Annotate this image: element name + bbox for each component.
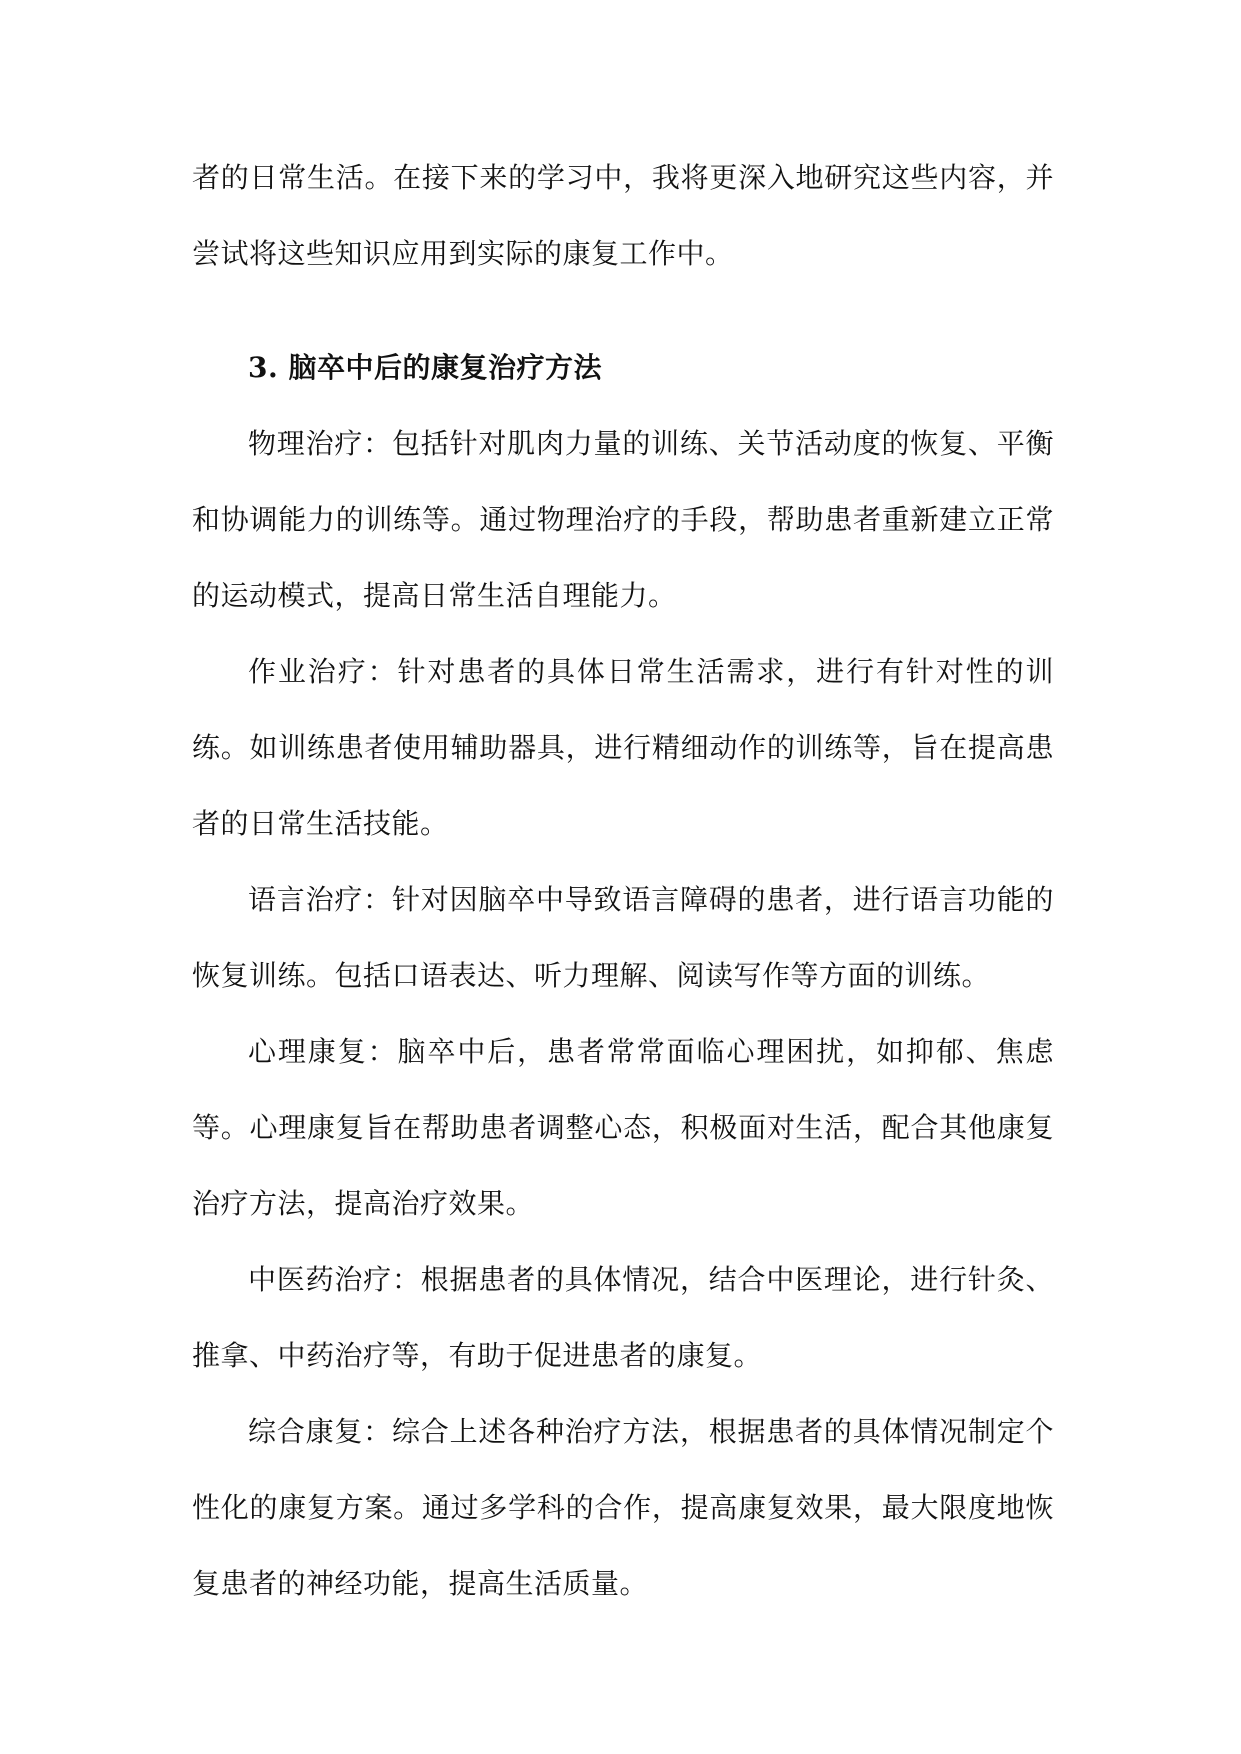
- paragraph-occupational-therapy: 作业治疗：针对患者的具体日常生活需求，进行有针对性的训练。如训练患者使用辅助器具，进行精细动作的训练等，旨在提高患者的日常生活技能。: [192, 655, 1054, 840]
- paragraph-tcm-therapy: 中医药治疗：根据患者的具体情况，结合中医理论，进行针灸、推拿、中药治疗等，有助于促进患者的康复。: [192, 1263, 1054, 1372]
- paragraph-psychological-rehab: 心理康复：脑卒中后，患者常常面临心理困扰，如抑郁、焦虑等。心理康复旨在帮助患者调整心态，积极面对生活，配合其他康复治疗方法，提高治疗效果。: [192, 1035, 1054, 1220]
- paragraph-comprehensive-rehab: 综合康复：综合上述各种治疗方法，根据患者的具体情况制定个性化的康复方案。通过多学科的合作，提高康复效果，最大限度地恢复患者的神经功能，提高生活质量。: [192, 1415, 1054, 1600]
- intro-continued-paragraph: 者的日常生活。在接下来的学习中，我将更深入地研究这些内容，并尝试将这些知识应用到实际的康复工作中。: [192, 161, 1054, 270]
- paragraph-physical-therapy: 物理治疗：包括针对肌肉力量的训练、关节活动度的恢复、平衡和协调能力的训练等。通过物理治疗的手段，帮助患者重新建立正常的运动模式，提高日常生活自理能力。: [192, 427, 1054, 612]
- paragraph-speech-therapy: 语言治疗：针对因脑卒中导致语言障碍的患者，进行语言功能的恢复训练。包括口语表达、听力理解、阅读写作等方面的训练。: [192, 883, 1054, 992]
- section-heading: 3. 脑卒中后的康复治疗方法: [248, 351, 602, 384]
- document-body: [192, 140, 1054, 1622]
